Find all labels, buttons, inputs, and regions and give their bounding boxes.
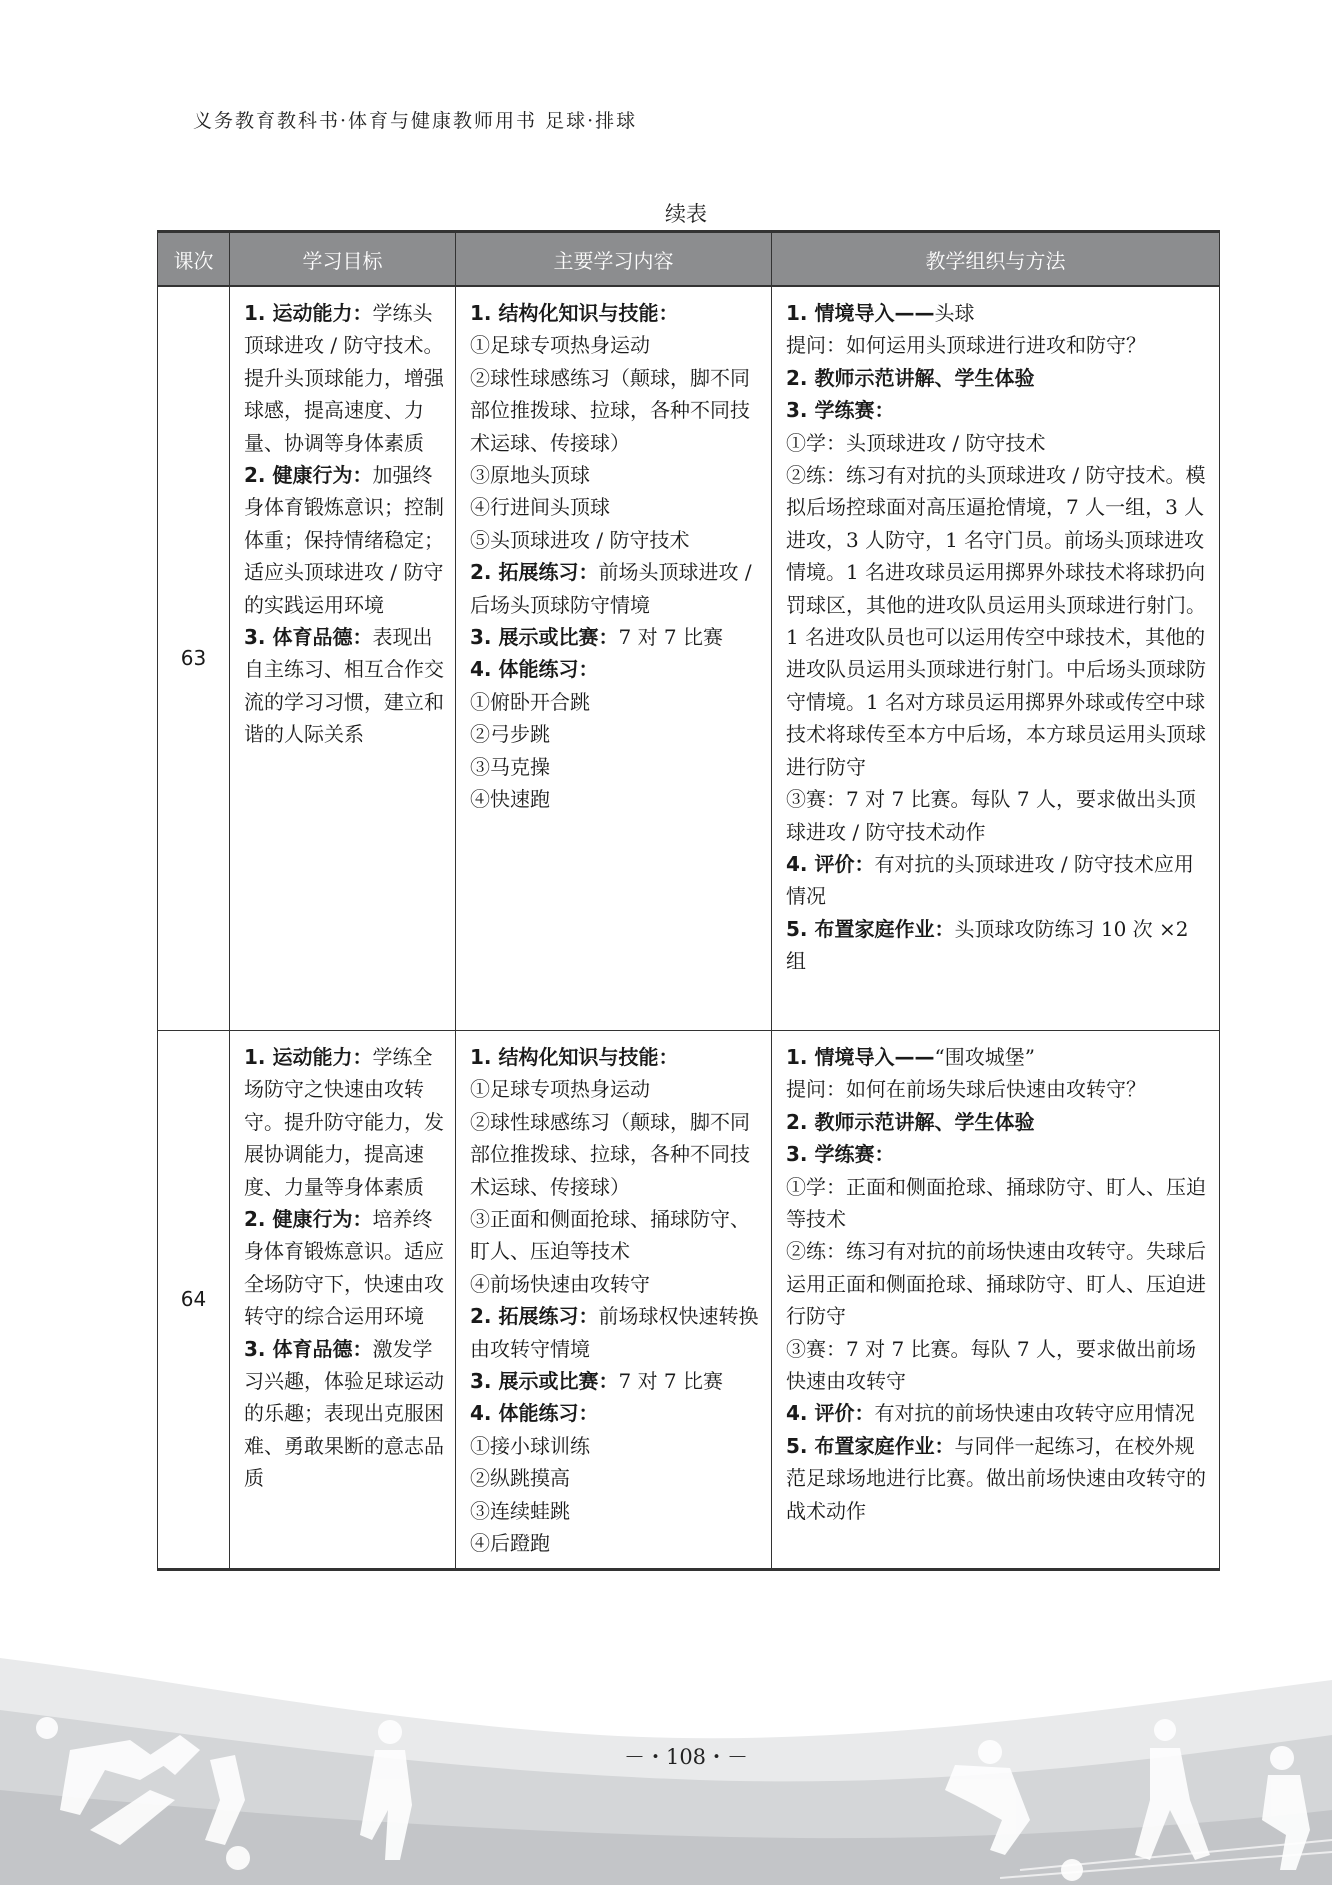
item-text: ③正面和侧面抢球、捅球防守、盯人、压迫等技术 [470,1207,750,1264]
item-label: 1. 情境导入—— [786,1045,935,1069]
cell-line [470,1462,761,1494]
item-text: 前场球权快速转换由攻转守情境 [470,1304,759,1361]
cell-line [470,1106,761,1203]
cell-line [470,1073,761,1105]
cell-line [470,524,761,556]
cell-line [786,1106,1209,1138]
item-label: 1. 结构化知识与技能： [470,301,679,325]
goals-cell [230,286,456,1031]
item-label: 3. 体育品德： [244,1336,373,1361]
table-caption: 续表 [665,202,707,226]
item-text: ②球性球感练习（颠球，脚不同部位推拨球、拉球，各种不同技术运球、传接球） [470,1109,750,1199]
item-text: ②练：练习有对抗的前场快速由攻转守。失球后运用正面和侧面抢球、捅球防守、盯人、压迫进行防守 [786,1239,1206,1329]
item-label: 1. 运动能力： [244,301,373,325]
item-text: ⑤头顶球进攻 / 防守技术 [470,527,690,552]
item-label: 3. 展示或比赛： [470,625,619,650]
item-text: ③赛：7 对 7 比赛。每队 7 人，要求做出前场快速由攻转守 [786,1336,1196,1394]
cell-line [786,329,1209,361]
lesson-plan-table [157,230,1220,1571]
lesson-number: 63 [158,286,230,1031]
item-text: 有对抗的前场快速由攻转守应用情况 [874,1401,1195,1426]
item-text: 激发学习兴趣，体验足球运动的乐趣；表现出克服困难、勇敢果断的意志品质 [244,1336,444,1491]
cell-line [786,297,1209,329]
item-text: 前场头顶球进攻 / 后场头顶球防守情境 [470,560,752,617]
header-goals: 学习目标 [230,232,456,287]
item-text: ③马克操 [470,754,550,779]
item-label: 3. 学练赛： [786,398,895,423]
cell-line [786,459,1209,783]
cell-line [470,1397,761,1429]
cell-line [470,751,761,783]
item-text: 表现出自主练习、相互合作交流的学习习惯，建立和谐的人际关系 [244,625,444,747]
item-text: 加强终身体育锻炼意识；控制体重；保持情绪稳定；适应头顶球进攻 / 防守的实践运用环境 [244,463,444,617]
cell-line [470,1495,761,1527]
cell-line [470,1527,761,1559]
item-text: 提问：如何在前场失球后快速由攻转守？ [786,1077,1146,1102]
item-text: ③连续蛙跳 [470,1498,570,1523]
cell-line [244,459,445,621]
cell-line [244,1041,445,1203]
cell-line [470,297,761,329]
cell-line [786,1430,1209,1527]
item-text: 7 对 7 比赛 [618,625,724,650]
cell-line [470,718,761,750]
item-text: ①接小球训练 [470,1433,590,1458]
item-label: 5. 布置家庭作业： [786,916,955,941]
cell-line [470,686,761,718]
item-text: 培养终身体育锻炼意识。适应全场防守下，快速由攻转守的综合运用环境 [244,1207,444,1329]
content-cell [456,286,772,1031]
item-text: ①足球专项热身运动 [470,1077,650,1102]
header-content: 主要学习内容 [456,232,772,287]
item-text: ②弓步跳 [470,722,550,747]
item-label: 3. 体育品德： [244,625,373,650]
cell-line [470,459,761,491]
cell-line [470,1365,761,1397]
content-cell [456,1031,772,1570]
cell-line [470,1268,761,1300]
methods-cell [772,286,1220,1031]
item-text: 提问：如何运用头顶球进行进攻和防守？ [786,333,1146,358]
cell-line [470,783,761,815]
cell-line [786,362,1209,394]
item-label: 1. 结构化知识与技能： [470,1045,679,1069]
item-text: 学练头顶球进攻 / 防守技术。提升头顶球能力，增强球感，提高速度、力量、协调等身体素质 [244,301,444,455]
item-label: 2. 拓展练习： [470,560,599,585]
cell-line [786,1397,1209,1429]
item-label: 1. 运动能力： [244,1045,373,1069]
cell-line [786,848,1209,913]
cell-line [470,1300,761,1365]
methods-cell [772,1031,1220,1570]
item-text: ①俯卧开合跳 [470,689,590,714]
cell-line [470,1041,761,1073]
cell-line [244,621,445,751]
cell-line [786,1073,1209,1105]
running-header: 义务教育教科书·体育与健康教师用书 足球·排球 [193,110,638,132]
cell-line [786,1171,1209,1236]
cell-line [786,913,1209,978]
item-label: 2. 教师示范讲解、学生体验 [786,365,1035,390]
item-label: 4. 体能练习： [470,657,599,682]
cell-line [470,362,761,459]
item-label: 4. 体能练习： [470,1401,599,1426]
item-text: ③原地头顶球 [470,463,590,488]
item-text: 7 对 7 比赛 [618,1369,724,1394]
item-label: 2. 健康行为： [244,463,373,488]
item-text: ②练：练习有对抗的头顶球进攻 / 防守技术。模拟后场控球面对高压逼抢情境，7 人一组，3 人进攻，3 人防守，1 名守门员。前场头顶球进攻情境。1 名进攻球员运用掷界外球技术将球扔向罚球区，其他的进攻队员运用头顶球进行射门。1 名进攻队员也可以运用传空中球技术，其他的进攻队员运用头顶球进行射门。中后场头顶球防守情境。1 名对方球员运用掷界外球或传空中球技术将球传至本方中后场，本方球员运用头顶球进行防守 [786,463,1206,779]
item-text: 头球 [934,301,975,325]
item-text: ①足球专项热身运动 [470,333,650,358]
item-label: 3. 展示或比赛： [470,1369,619,1394]
item-text: 有对抗的头顶球进攻 / 防守技术应用情况 [786,851,1194,909]
cell-line [470,1430,761,1462]
item-text: ④行进间头顶球 [470,495,610,520]
table-row [158,1031,1220,1570]
cell-line [786,1138,1209,1170]
header-methods: 教学组织与方法 [772,232,1220,287]
item-label: 2. 拓展练习： [470,1304,599,1329]
cell-line [786,1333,1209,1398]
cell-line [470,556,761,621]
cell-line [244,297,445,459]
item-label: 3. 学练赛： [786,1142,895,1167]
cell-line [786,394,1209,426]
header-lesson: 课次 [158,232,230,287]
lesson-number: 64 [158,1031,230,1570]
item-text: ①学：正面和侧面抢球、捅球防守、盯人、压迫等技术 [786,1174,1206,1232]
cell-line [244,1333,445,1495]
item-label: 4. 评价： [786,1401,875,1426]
item-text: ②球性球感练习（颠球，脚不同部位推拨球、拉球，各种不同技术运球、传接球） [470,365,750,455]
cell-line [470,1203,761,1268]
goals-cell [230,1031,456,1570]
page-number: －・108・－ [623,1745,749,1769]
table-row [158,286,1220,1031]
item-text: ③赛：7 对 7 比赛。每队 7 人，要求做出头顶球进攻 / 防守技术动作 [786,787,1196,844]
item-text: ④前场快速由攻转守 [470,1271,650,1296]
cell-line [786,1041,1209,1073]
item-text: 与同伴一起练习，在校外规范足球场地进行比赛。做出前场快速由攻转守的战术动作 [786,1433,1206,1523]
item-label: 2. 教师示范讲解、学生体验 [786,1109,1035,1134]
item-text: ④后蹬跑 [470,1531,550,1556]
cell-line [786,1235,1209,1332]
cell-line [786,427,1209,459]
item-text: 头顶球攻防练习 10 次 ×2 组 [786,916,1189,974]
item-text: “围攻城堡” [934,1045,1035,1069]
cell-line [470,491,761,523]
item-label: 4. 评价： [786,851,875,876]
item-text: ④快速跑 [470,787,550,812]
cell-line [244,1203,445,1333]
item-text: 学练全场防守之快速由攻转守。提升防守能力，发展协调能力，提高速度、力量等身体素质 [244,1045,444,1199]
cell-line [470,653,761,685]
cell-line [470,329,761,361]
item-label: 1. 情境导入—— [786,301,935,325]
cell-line [786,783,1209,848]
item-text: ②纵跳摸高 [470,1466,570,1491]
item-text: ①学：头顶球进攻 / 防守技术 [786,430,1046,455]
item-label: 5. 布置家庭作业： [786,1433,955,1458]
item-label: 2. 健康行为： [244,1207,373,1232]
cell-line [470,621,761,653]
table-header-row [158,232,1220,287]
